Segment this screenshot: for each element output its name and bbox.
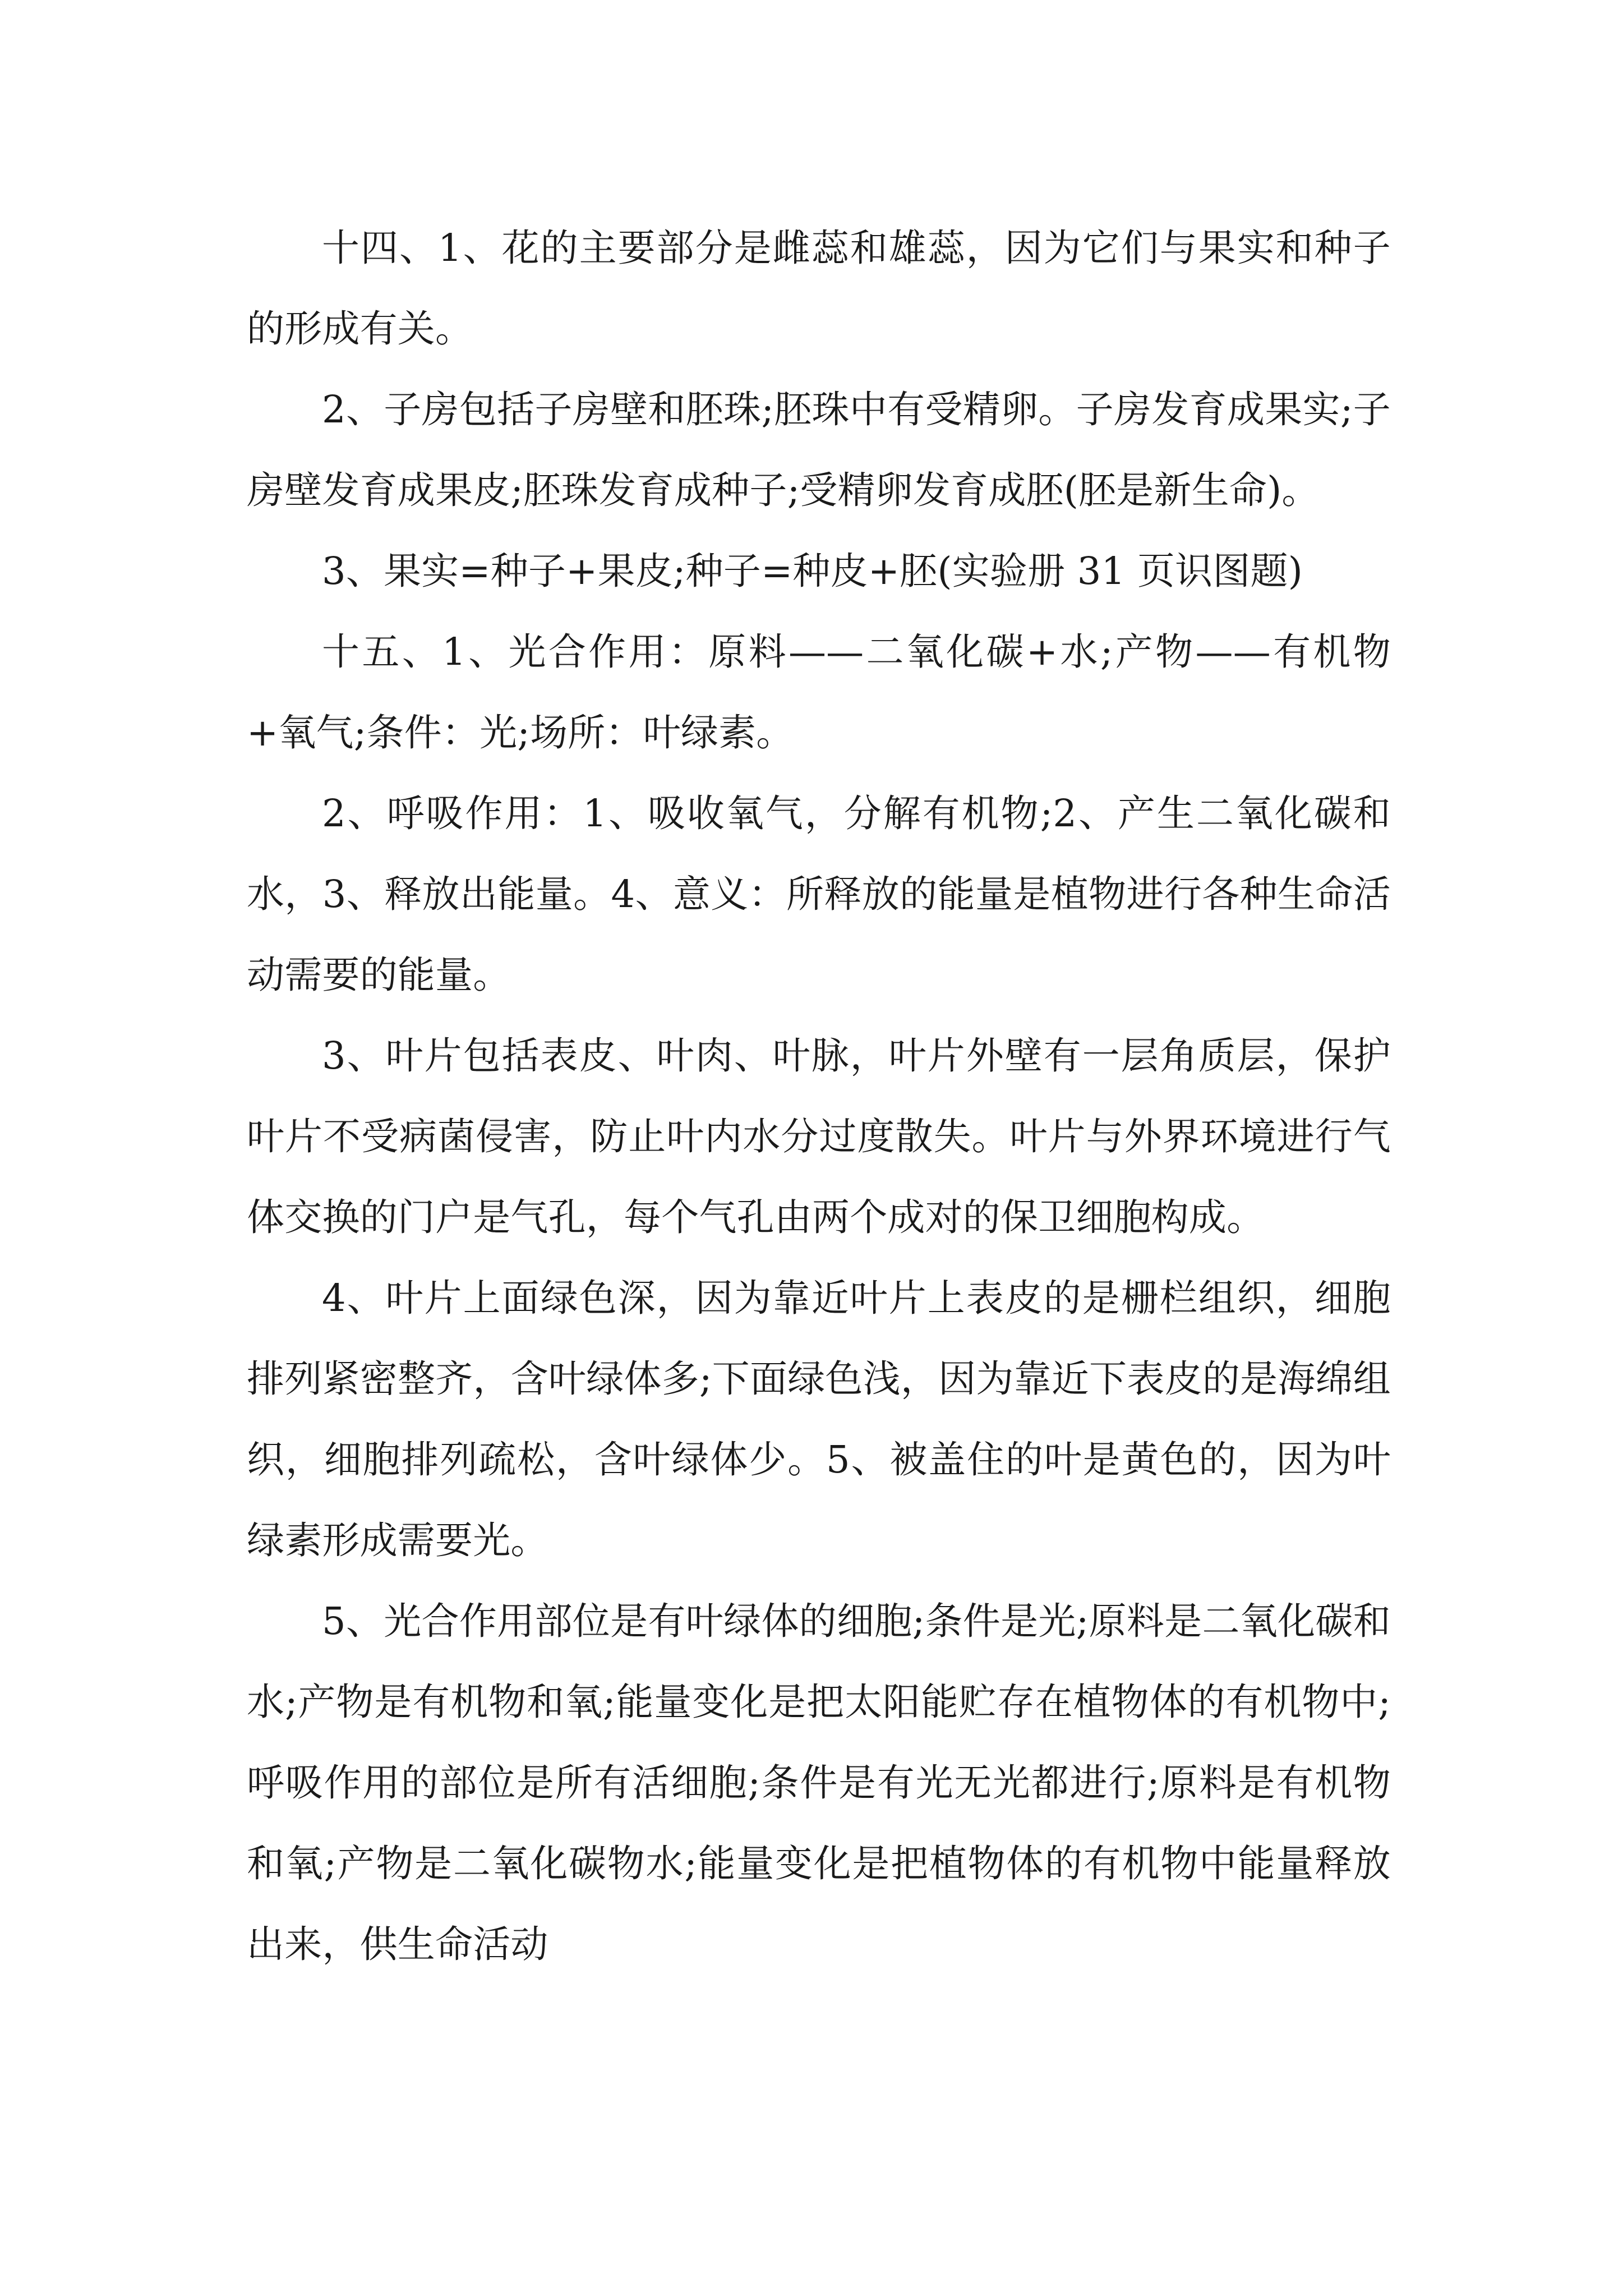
paragraph-14-3: 3、果实=种子+果皮;种子=种皮+胚(实验册 31 页识图题) bbox=[322, 549, 1303, 593]
paragraph-15-4: 4、叶片上面绿色深，因为靠近叶片上表皮的是栅栏组织，细胞排列紧密整齐，含叶绿体多;下面绿色浅，因为靠近下表皮的是海绵组织，细胞排列疏松，含叶绿体少。5、被盖住的叶是黄色的，因为叶绿素形成需要光。 bbox=[247, 1276, 1391, 1562]
document-body bbox=[247, 208, 1391, 1985]
paragraph-14-2: 2、子房包括子房壁和胚珠;胚珠中有受精卵。子房发育成果实;子房壁发育成果皮;胚珠发育成种子;受精卵发育成胚(胚是新生命)。 bbox=[247, 388, 1391, 512]
paragraph-15-2: 2、呼吸作用：1、吸收氧气，分解有机物;2、产生二氧化碳和水，3、释放出能量。4、意义：所释放的能量是植物进行各种生命活动需要的能量。 bbox=[247, 792, 1391, 997]
paragraph-15-3: 3、叶片包括表皮、叶肉、叶脉，叶片外壁有一层角质层，保护叶片不受病菌侵害，防止叶内水分过度散失。叶片与外界环境进行气体交换的门户是气孔，每个气孔由两个成对的保卫细胞构成。 bbox=[247, 1034, 1391, 1239]
paragraph-14-1: 十四、1、花的主要部分是雌蕊和雄蕊，因为它们与果实和种子的形成有关。 bbox=[247, 226, 1391, 351]
paragraph-15-5: 5、光合作用部位是有叶绿体的细胞;条件是光;原料是二氧化碳和水;产物是有机物和氧;能量变化是把太阳能贮存在植物体的有机物中;呼吸作用的部位是所有活细胞;条件是有光无光都进行;原料是有机物和氧;产物是二氧化碳物水;能量变化是把植物体的有机物中能量释放出来，供生命活动 bbox=[247, 1599, 1391, 1966]
paragraph-15-1: 十五、1、光合作用：原料——二氧化碳+水;产物——有机物+氧气;条件：光;场所：叶绿素。 bbox=[247, 630, 1391, 754]
